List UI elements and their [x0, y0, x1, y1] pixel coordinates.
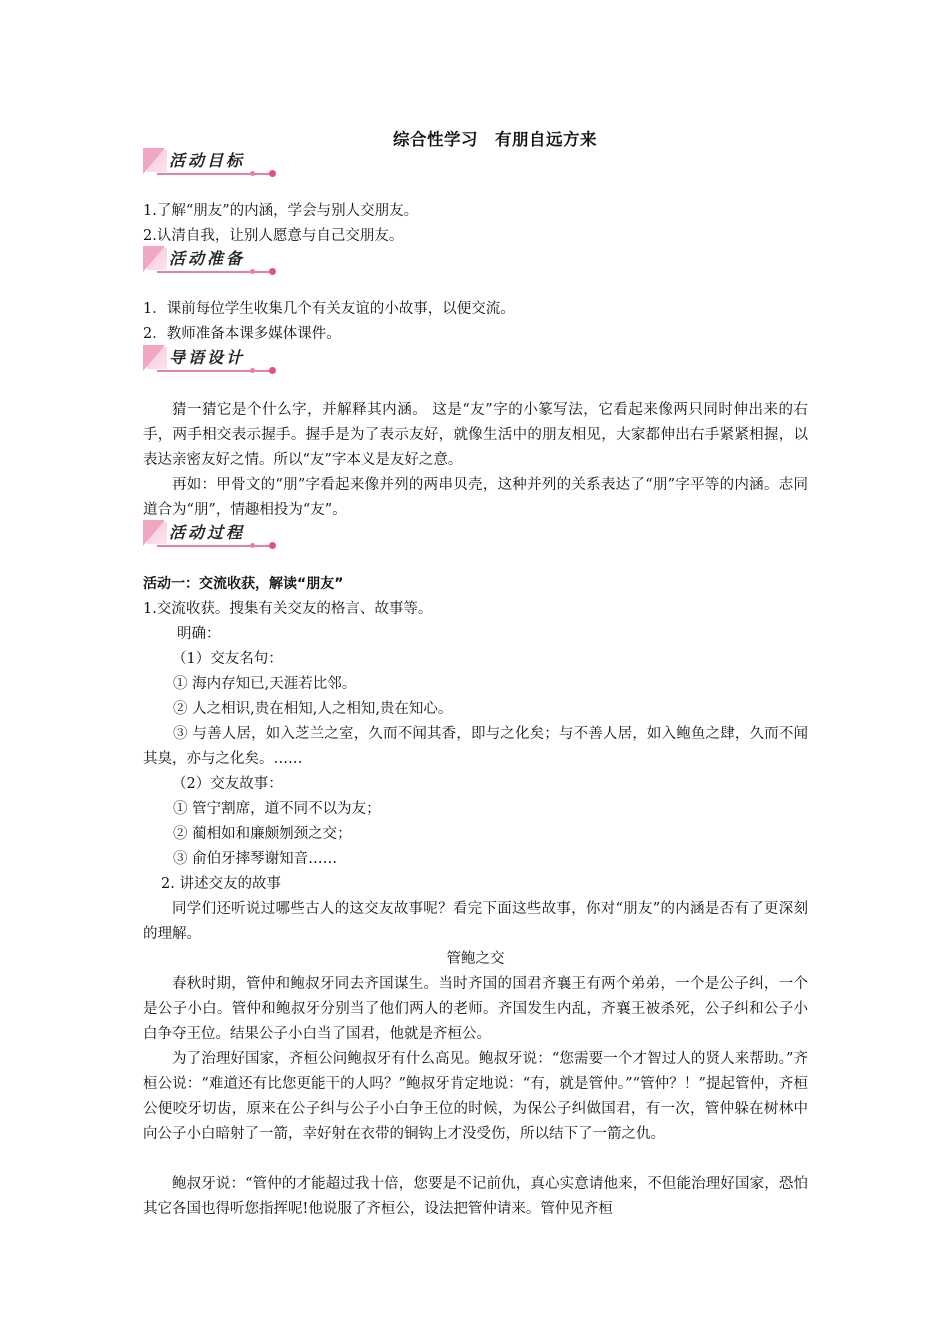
story-paragraph-3: 鲍叔牙说：“管仲的才能超过我十倍，您要是不记前仇，真心实意请他来，不但能治理好国家，恐怕其它各国也得听您指挥呢!他说服了齐桓公，设法把管仲请来。管仲见齐桓: [143, 1176, 808, 1217]
activity-1-step-1: 1.交流收获。搜集有关交友的格言、故事等。: [143, 601, 433, 617]
quote-3: ③ 与善人居，如入芝兰之室，久而不闻其香，即与之化矣；与不善人居，如入鲍鱼之肆，久而不闻其臭，亦与之化矣。……: [143, 726, 808, 767]
prep-line-2: 2．教师准备本课多媒体课件。: [143, 326, 341, 342]
activity-1-step-2: 2. 讲述交友的故事: [161, 876, 281, 892]
intro-paragraph-1: 猜一猜它是个什么字，并解释其内涵。 这是“友”字的小篆写法，它看起来像两只同时伸出来的右手，两手相交表示握手。握手是为了表示友好，就像生活中的朋友相见，大家都伸出右手紧紧相握，以表达亲密友好之情。所以“友”字本义是友好之意。: [143, 402, 808, 468]
quote-2: ② 人之相识,贵在相知,人之相知,贵在知心。: [173, 701, 453, 717]
step-2-paragraph: 同学们还听说过哪些古人的这交友故事呢？看完下面这些故事，你对“朋友”的内涵是否有了更深刻的理解。: [143, 901, 808, 942]
story-paragraph-2: 为了治理好国家，齐桓公问鲍叔牙有什么高见。鲍叔牙说：“您需要一个才智过人的贤人来帮助。”齐桓公说：“难道还有比您更能干的人吗？”鲍叔牙肯定地说：“有，就是管仲。”“管仲？！”提起管仲，齐桓公便咬牙切齿，原来在公子纠与公子小白争王位的时候，为保公子纠做国君，有一次，管仲躲在树林中向公子小白暗射了一箭，幸好射在衣带的铜钩上才没受伤，所以结下了一箭之仇。: [143, 1051, 808, 1142]
section-header-goals: [143, 148, 279, 180]
story-title: 管鲍之交: [446, 951, 505, 967]
story-item-1: ① 管宁割席，道不同不以为友；: [173, 801, 381, 817]
quote-1: ① 海内存知已,天涯若比邻。: [173, 676, 357, 692]
section-header-prep: [143, 246, 279, 278]
goal-line-2: 2.认清自我，让别人愿意与自己交朋友。: [143, 228, 404, 244]
section-header-process: [143, 520, 279, 552]
clarify-label: 明确：: [177, 626, 221, 642]
stories-heading: （2）交友故事：: [172, 776, 283, 792]
goal-line-1: 1.了解“朋友”的内涵，学会与别人交朋友。: [143, 203, 419, 219]
story-item-2: ② 蔺相如和廉颇刎颈之交；: [173, 826, 352, 842]
intro-paragraph-2: 再如：甲骨文的“朋”字看起来像并列的两串贝壳，这种并列的关系表达了“朋”字平等的内涵。志同道合为“朋”，情趣相投为“友”。: [143, 477, 808, 518]
story-item-3: ③ 俞伯牙摔琴谢知音……: [173, 851, 338, 867]
page-title: 综合性学习 有朋自远方来: [393, 130, 597, 149]
section-label: 导语设计: [169, 348, 246, 367]
section-label: 活动目标: [169, 151, 246, 170]
story-paragraph-1: 春秋时期，管仲和鲍叔牙同去齐国谋生。当时齐国的国君齐襄王有两个弟弟，一个是公子纠，一个是公子小白。管仲和鲍叔牙分别当了他们两人的老师。齐国发生内乱，齐襄王被杀死，公子纠和公子小白争夺王位。结果公子小白当了国君，他就是齐桓公。: [143, 976, 808, 1042]
quotes-heading: （1）交友名句：: [172, 651, 283, 667]
section-header-intro: [143, 345, 279, 377]
activity-1-title: 活动一：交流收获，解读“朋友”: [143, 576, 344, 592]
section-label: 活动准备: [169, 249, 246, 268]
section-label: 活动过程: [169, 523, 246, 542]
prep-line-1: 1．课前每位学生收集几个有关友谊的小故事，以便交流。: [143, 301, 515, 317]
